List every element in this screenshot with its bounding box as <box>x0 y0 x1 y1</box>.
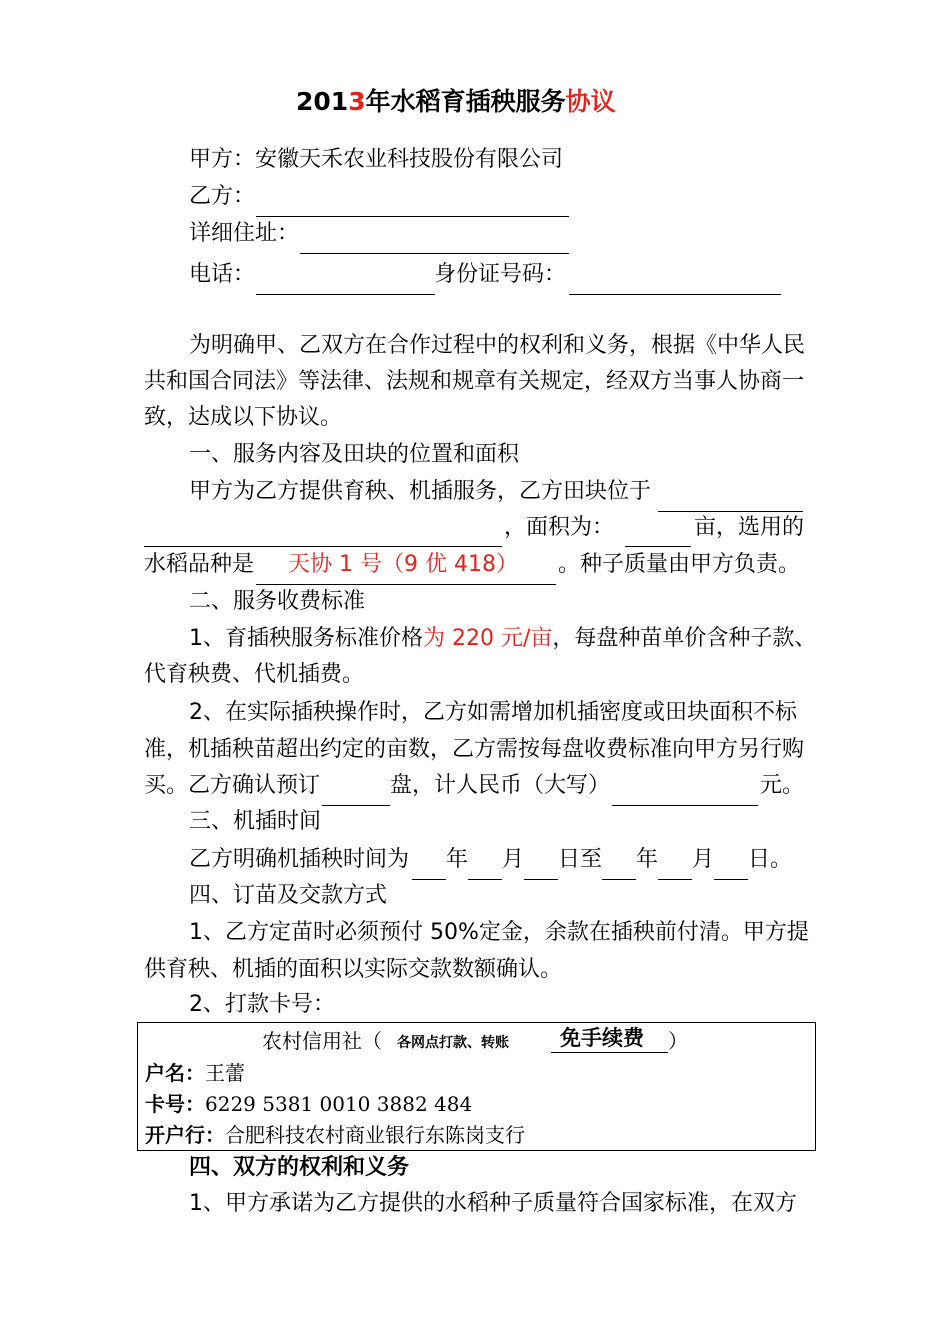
party-b-blank[interactable] <box>256 216 569 217</box>
field-location-blank-2[interactable] <box>144 546 502 547</box>
price-line-2: 代育秧费、代机插费。 <box>144 662 365 687</box>
address-blank[interactable] <box>300 253 569 254</box>
amount-blank[interactable] <box>612 805 758 806</box>
day-2: 日。 <box>748 847 793 872</box>
day-blank-2[interactable] <box>714 879 748 880</box>
address-label: 详细住址： <box>189 221 300 246</box>
year-1: 年 <box>446 847 469 872</box>
price-line-1: 1、育插秧服务标准价格为 220 元/亩，每盘种苗单价含种子款、 <box>189 626 817 651</box>
year-blank-1[interactable] <box>412 879 446 880</box>
bank-name: 农村信用社（ <box>262 1029 382 1053</box>
day-to: 日至 <box>558 847 603 872</box>
intro-line-3: 致，达成以下协议。 <box>144 405 343 430</box>
month-blank-1[interactable] <box>468 879 502 880</box>
section-3-heading: 三、机插时间 <box>189 809 322 834</box>
extra-line-3c: 元。 <box>760 773 805 798</box>
section-4-heading: 四、订苗及交款方式 <box>189 883 388 908</box>
mu-label: 亩，选用的 <box>694 515 805 540</box>
intro-line-2: 共和国合同法》等法律、法规和规章有关规定，经双方当事人协商一 <box>144 369 805 394</box>
page-title: 2013年水稻育插秧服务协议 <box>296 87 616 116</box>
rights-line-1: 1、甲方承诺为乙方提供的水稻种子质量符合国家标准，在双方 <box>189 1191 797 1216</box>
month-2: 月 <box>692 847 715 872</box>
fee-free-underline <box>551 1052 668 1053</box>
section-1-heading: 一、服务内容及田块的位置和面积 <box>189 442 520 467</box>
section-2-heading: 二、服务收费标准 <box>189 589 366 614</box>
day-blank-1[interactable] <box>524 879 558 880</box>
fee-free: 免手续费 <box>560 1026 644 1050</box>
phone-blank[interactable] <box>256 294 435 295</box>
card-number: 卡号：6229 5381 0010 3882 484 <box>145 1092 473 1116</box>
field-location-blank-1[interactable] <box>658 511 803 512</box>
party-b-label: 乙方： <box>189 184 256 209</box>
variety-value: 天协 1 号（9 优 418） <box>288 552 518 577</box>
card-number-heading: 2、打款卡号： <box>189 992 335 1017</box>
bank-branch: 开户行：合肥科技农村商业银行东陈岗支行 <box>145 1123 525 1147</box>
party-a-line: 甲方：安徽天禾农业科技股份有限公司 <box>189 147 564 172</box>
deposit-line-1: 1、乙方定苗时必须预付 50%定金，余款在插秧前付清。甲方提 <box>189 920 809 945</box>
extra-line-1: 2、在实际插秧操作时，乙方如需增加机插密度或田块面积不标 <box>189 700 797 725</box>
rights-heading: 四、双方的权利和义务 <box>189 1155 410 1180</box>
schedule-label: 乙方明确机插秧时间为 <box>189 847 410 872</box>
variety-label: 水稻品种是 <box>144 552 255 577</box>
month-1: 月 <box>502 847 525 872</box>
variety-blank <box>256 584 556 585</box>
year-2: 年 <box>636 847 659 872</box>
section-1-line-1: 甲方为乙方提供育秧、机插服务，乙方田块位于 <box>189 479 652 504</box>
extra-line-3a: 买。乙方确认预订 <box>144 773 321 798</box>
year-blank-2[interactable] <box>602 879 636 880</box>
extra-line-2: 准，机插秧苗超出约定的亩数，乙方需按每盘收费标准向甲方另行购 <box>144 737 805 762</box>
phone-label: 电话： <box>189 262 256 287</box>
month-blank-2[interactable] <box>658 879 692 880</box>
bank-close-paren: ） <box>668 1029 688 1053</box>
bank-note: 各网点打款、转账 <box>397 1035 509 1051</box>
account-holder: 户名：王蕾 <box>145 1061 245 1085</box>
extra-line-3b: 盘，计人民币（大写） <box>390 773 611 798</box>
area-blank[interactable] <box>625 546 691 547</box>
trays-blank[interactable] <box>322 805 390 806</box>
id-number-blank[interactable] <box>569 294 781 295</box>
area-label: ，面积为： <box>504 515 615 540</box>
id-number-label: 身份证号码： <box>434 262 567 287</box>
intro-line-1: 为明确甲、乙双方在合作过程中的权利和义务，根据《中华人民 <box>189 333 806 358</box>
deposit-line-2: 供育秧、机插的面积以实际交款数额确认。 <box>144 957 563 982</box>
seed-quality: 。种子质量由甲方负责。 <box>558 552 801 577</box>
